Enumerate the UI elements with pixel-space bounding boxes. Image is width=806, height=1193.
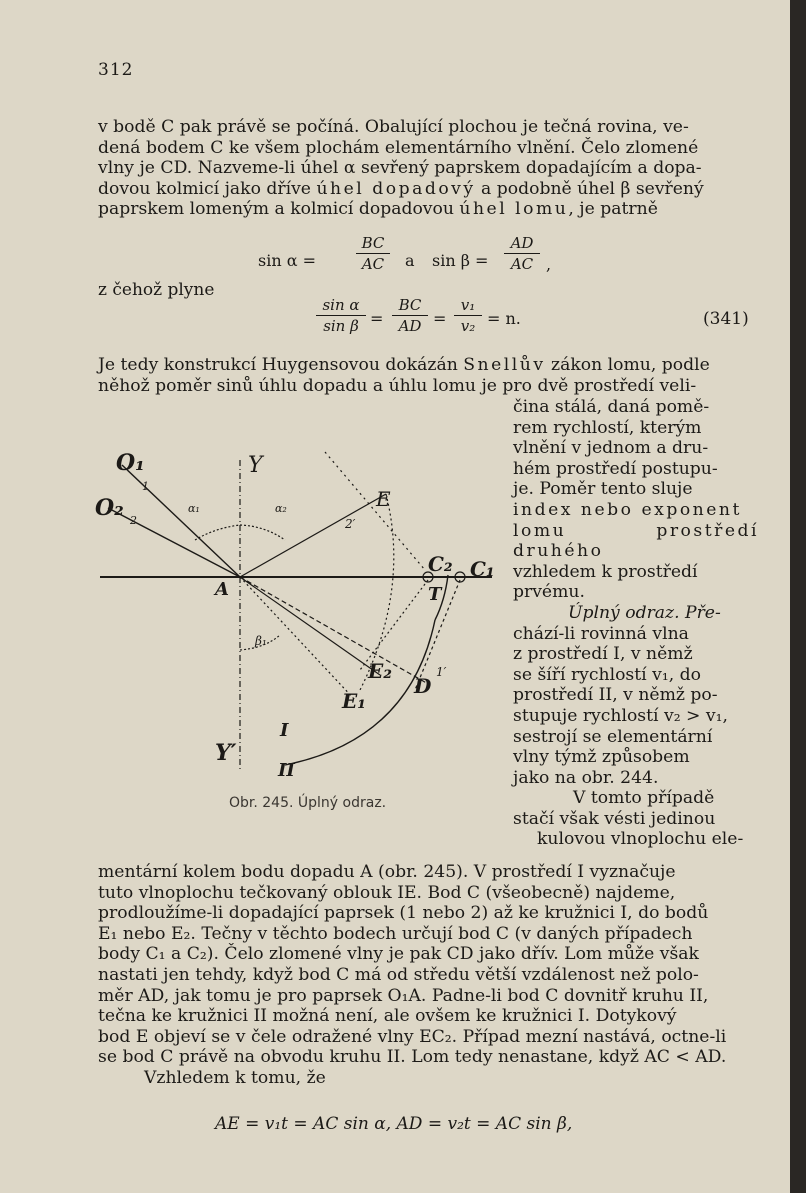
equation-number: (341) — [703, 309, 749, 329]
intro-line: vlny je CD. Nazveme-li úhel α sevřený paprskem dopadajícím a dopa- — [98, 158, 702, 179]
eq2-d3: v₂ — [460, 317, 476, 335]
column-line: z prostředí I, v němž — [513, 644, 693, 665]
label-beta1: β₁ — [255, 634, 267, 648]
intro-line: dená bodem C ke všem plochám elementárního vlnění. Čelo zlomené — [98, 137, 699, 158]
intro-line: v bodě C pak právě se počíná. Obalující plochou je tečná rovina, ve- — [98, 117, 689, 137]
eq2-fraction-1 — [316, 296, 366, 335]
label-II: II — [278, 760, 295, 781]
eq1-fraction-1 — [356, 234, 390, 273]
eq2-fraction-2 — [392, 296, 428, 335]
intro-line — [98, 179, 758, 200]
page-number: 312 — [98, 60, 134, 80]
tangent-C2 — [360, 580, 428, 670]
text-run: , je patrně — [568, 199, 658, 220]
label-Y: Y — [248, 453, 263, 478]
label-alpha2: α₂ — [275, 502, 287, 515]
reflected-ray — [240, 494, 386, 577]
column-line: sestrojí se elementární — [513, 726, 713, 747]
column-line: V tomto případě — [573, 788, 715, 809]
snell-paragraph — [98, 355, 758, 396]
column-line: chází-li rovinná vlna — [513, 623, 689, 644]
label-one-prime: 1′ — [436, 665, 447, 679]
figure-caption: Obr. 245. Úplný odraz. — [229, 795, 387, 811]
final-line: E₁ nebo E₂. Tečny v těchto bodech určují bod C (v daných případech — [98, 923, 693, 944]
column-line: vlnění v jednom a dru- — [513, 438, 709, 459]
final-line: měr AD, jak tomu je pro paprsek O₁A. Padne-li bod C dovnitř kruhu II, — [98, 985, 709, 1006]
alpha2-arc — [240, 525, 285, 540]
column-line: stupuje rychlostí v₂ > v₁, — [513, 705, 728, 726]
column-line: hém prostředí postupu- — [513, 458, 718, 479]
eq2-equals: = — [433, 309, 447, 328]
final-line: nastati jen tehdy, když bod C má od středu větší vzdálenost než polo- — [98, 964, 699, 985]
closing-formula: AE = v₁t = AC sin α, AD = v₂t = AC sin β, — [215, 1114, 573, 1134]
column-line: vlny týmž způsobem — [513, 747, 690, 768]
eq1-den2: AC — [510, 255, 534, 273]
label-C2: C₂ — [428, 552, 453, 576]
eq2-equals: = — [370, 309, 384, 328]
text-run: zákon lomu, podle — [545, 355, 710, 375]
text-run: Je tedy konstrukcí Huygensovou dokázán — [98, 355, 464, 375]
eq2-d1: sin β — [323, 317, 359, 335]
snell-line — [98, 355, 758, 376]
final-line: bod E objeví se v čele odražené vlny EC₂. Případ mezní nastává, octne-li — [98, 1026, 727, 1047]
label-E2: E₂ — [368, 659, 393, 683]
text-run: a podobně úhel β sevřený — [475, 178, 704, 199]
final-line: tečna ke kružnici II možná není, ale ovšem ke kružnici I. Dotykový — [98, 1006, 677, 1027]
final-line: prodloužíme-li dopadající paprsek (1 nebo 2) až ke kružnici I, do bodů — [98, 903, 709, 924]
text-run: paprskem lomeným a kolmicí dopadovou — [98, 199, 460, 220]
refracted-ray-1 — [240, 577, 430, 685]
eq2-n3: v₁ — [454, 296, 482, 316]
text-run: dovou kolmicí jako dříve — [98, 178, 317, 199]
eq2-n2: BC — [392, 296, 428, 316]
closing-line: Vzhledem k tomu, že — [144, 1067, 326, 1088]
spaced-term: úhel lomu — [459, 199, 569, 220]
right-column-text — [513, 397, 759, 850]
label-alpha1: α₁ — [188, 502, 200, 515]
column-line: vzhledem k prostředí — [513, 561, 698, 582]
incident-ray-1 — [122, 465, 240, 577]
label-ray-2: 2 — [130, 514, 137, 527]
label-T: T — [428, 584, 442, 605]
final-line: mentární kolem bodu dopadu A (obr. 245). V prostředí I vyznačuje — [98, 862, 676, 882]
final-line: body C₁ a C₂). Čelo zlomené vlny je pak CD jako dřív. Lom může však — [98, 944, 699, 965]
column-line: stačí však vésti jedinou — [513, 808, 716, 829]
label-A: A — [215, 579, 229, 600]
eq1-den1: AC — [361, 255, 385, 273]
eq1-and: a — [405, 251, 415, 270]
incident-ray-2 — [108, 508, 240, 577]
column-line: prvému. — [513, 582, 585, 603]
eq2-tail: = n. — [487, 309, 521, 328]
label-O2: O₂ — [95, 495, 124, 521]
label-Y-prime: Y′ — [215, 740, 237, 766]
column-line: lomu prostředí druhého — [513, 520, 759, 562]
label-ray-1: 1 — [142, 480, 149, 493]
eq1-num1: BC — [356, 234, 390, 254]
eq1-lhs1: sin α = — [258, 251, 317, 270]
eq2-d2: AD — [398, 317, 422, 335]
label-D: D — [414, 674, 432, 698]
final-line: se bod C právě na obvodu kruhu II. Lom tedy nenastane, když AC < AD. — [98, 1047, 727, 1068]
eq1-comma: , — [546, 255, 552, 274]
alpha-arc — [195, 525, 240, 540]
eq1-lhs2: sin β = — [432, 251, 489, 270]
eq2-fraction-3 — [454, 296, 482, 335]
spaced-term: úhel dopadový — [316, 178, 476, 199]
spaced-term: Snellův — [463, 355, 546, 375]
column-line: kulovou vlnoplochu ele- — [537, 829, 744, 850]
column-line: Úplný odraz. Pře- — [568, 602, 721, 623]
intro-line — [98, 199, 758, 220]
column-line: je. Poměr tento sluje — [513, 479, 693, 500]
label-C1: C₁ — [470, 557, 495, 581]
column-line: jako na obr. 244. — [513, 767, 659, 788]
column-line: čina stálá, daná pomě- — [513, 397, 710, 417]
column-line: rem rychlostí, kterým — [513, 417, 702, 438]
intro-paragraph — [98, 117, 758, 220]
eq1-num2: AD — [504, 234, 540, 254]
label-E1: E₁ — [342, 689, 367, 713]
label-E: E — [376, 487, 391, 511]
column-line: se šíří rychlostí v₁, do — [513, 664, 701, 685]
dotted-wavefront — [325, 452, 425, 570]
eq2-n1: sin α — [316, 296, 366, 316]
label-O1: O₁ — [116, 450, 145, 476]
final-line: tuto vlnoplochu tečkovaný oblouk IE. Bod C (všeobecně) najdeme, — [98, 882, 676, 903]
final-paragraph — [98, 862, 758, 1089]
figure-total-reflection — [80, 440, 510, 790]
label-two-prime: 2′ — [345, 517, 356, 531]
refracted-ray-2 — [240, 577, 380, 675]
eq1-fraction-2 — [504, 234, 540, 273]
column-line: prostředí II, v němž po- — [513, 685, 718, 706]
label-I: I — [280, 720, 289, 741]
column-line: index nebo exponent — [513, 499, 742, 520]
page-edge-shadow — [790, 0, 806, 1193]
snell-line: něhož poměr sinů úhlu dopadu a úhlu lomu je pro dvě prostředí veli- — [98, 375, 697, 396]
whence-text: z čehož plyne — [98, 280, 215, 300]
